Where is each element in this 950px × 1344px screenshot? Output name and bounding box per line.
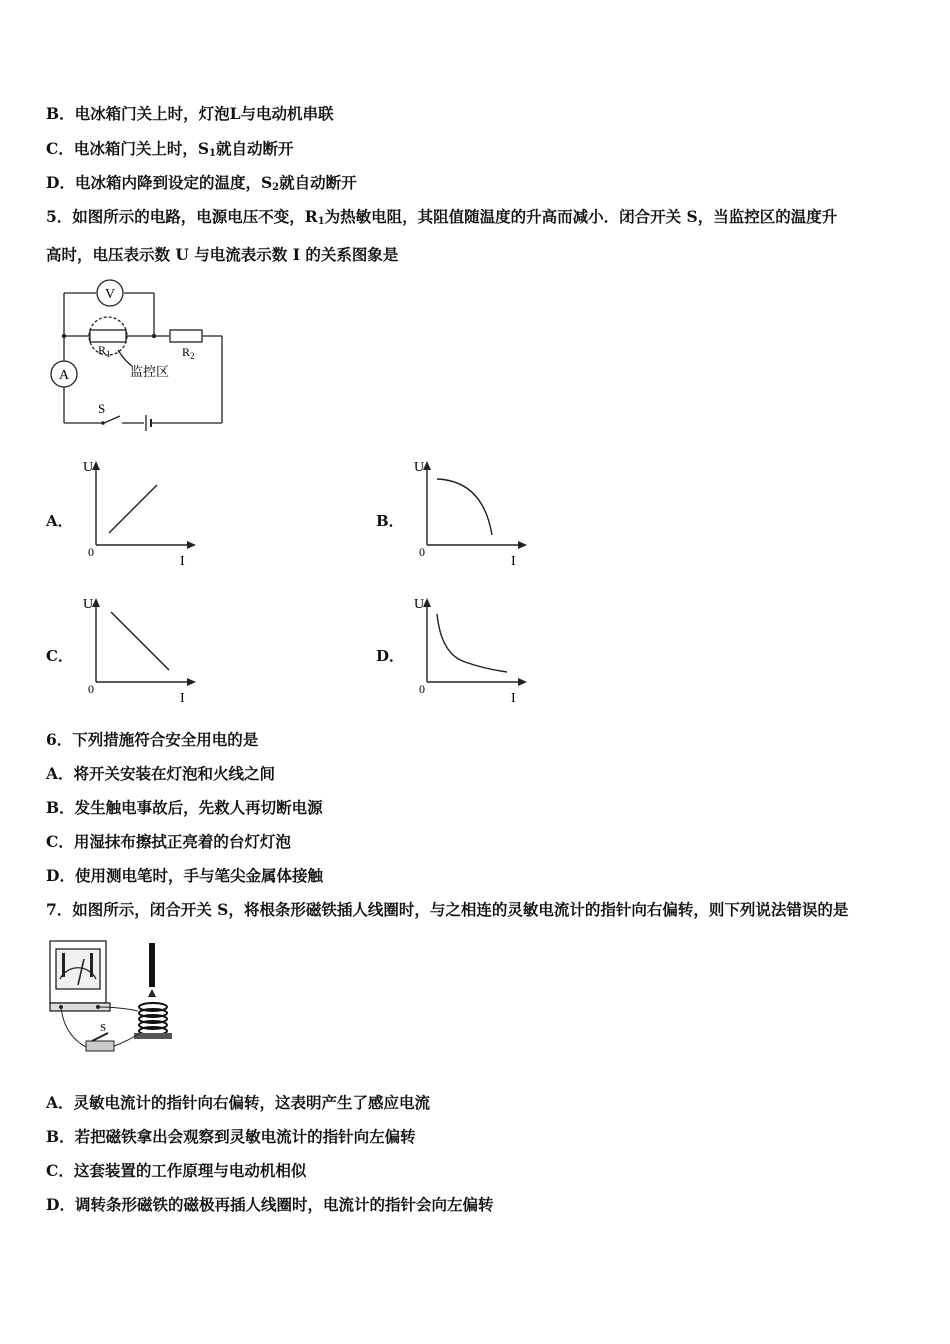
q6-option-b: B．发生触电事故后，先救人再切断电源: [46, 798, 323, 817]
graph-c-line: [111, 612, 169, 670]
q5-option-c-label: C．: [46, 647, 73, 665]
q5-option-b-label: B．: [376, 512, 404, 530]
knife-switch: [86, 1041, 114, 1051]
monitor-zone-label: 监控区: [130, 364, 170, 379]
graph-a-origin: 0: [88, 545, 94, 559]
q7-stem: 7．如图所示，闭合开关 S，将根条形磁铁插人线圈时，与之相连的灵敏电流计的指针向右偏转，则下列说法错误的是: [46, 900, 849, 919]
graph-b-origin: 0: [419, 545, 425, 559]
graph-c-x-label: I: [180, 691, 185, 706]
q6-option-c: C．用湿抹布擦拭正亮着的台灯灯泡: [46, 832, 291, 851]
graph-b-curve: [437, 479, 492, 535]
q7-switch-label: S: [100, 1022, 107, 1034]
q6-stem: 6．下列措施符合安全用电的是: [46, 730, 259, 749]
q5-stem-line2: 高时，电压表示数 U 与电流表示数 I 的关系图象是: [46, 245, 399, 264]
q4-option-d: D．电冰箱内降到设定的温度，$S_2$就自动断开: [46, 173, 357, 193]
graph-b-y-label: U: [414, 460, 425, 475]
switch-label: S: [98, 401, 106, 416]
graph-b-x-label: I: [511, 554, 516, 569]
voltmeter-label: V: [104, 287, 116, 302]
q5-graph-c: [78, 592, 198, 707]
graph-a-y-label: U: [83, 460, 94, 475]
graph-a-x-label: I: [180, 554, 185, 569]
q5-graph-a: [78, 455, 198, 570]
graph-c-origin: 0: [88, 682, 94, 696]
q5-option-a-label: A．: [46, 512, 73, 530]
r2-resistor: [170, 330, 202, 342]
r2-label: $R_2$: [182, 345, 195, 361]
q7-option-a: A．灵敏电流计的指针向右偏转，这表明产生了感应电流: [46, 1093, 431, 1112]
graph-d-origin: 0: [419, 682, 425, 696]
graph-c-y-label: U: [83, 597, 94, 612]
q5-circuit-diagram: [46, 278, 236, 430]
graph-d-curve: [437, 614, 507, 672]
q5-graph-b: [409, 455, 529, 570]
ammeter-label: A: [58, 368, 70, 383]
graph-a-line: [109, 485, 157, 533]
r1-label: $R_1$: [98, 343, 111, 359]
q7-option-c: C．这套装置的工作原理与电动机相似: [46, 1161, 307, 1180]
q5-stem-line1: 5．如图所示的电路，电源电压不变，$R_1$为热敏电阻，其阻值随温度的升高而减小．闭合开关 S，当监控区的温度升: [46, 207, 838, 227]
q6-option-a: A．将开关安装在灯泡和火线之间: [46, 764, 276, 783]
q7-option-b: B．若把磁铁拿出会观察到灵敏电流计的指针向左偏转: [46, 1127, 416, 1146]
q5-graph-d: [409, 592, 529, 707]
q6-option-d: D．使用测电笔时，手与笔尖金属体接触: [46, 866, 323, 885]
q7-galvanometer-figure: [46, 935, 188, 1057]
q4-option-c: C．电冰箱门关上时，$S_1$就自动断开: [46, 139, 294, 159]
graph-d-x-label: I: [511, 691, 516, 706]
q7-option-d: D．调转条形磁铁的磁极再插人线圈时，电流计的指针会向左偏转: [46, 1195, 494, 1214]
q4-option-b: B．电冰箱门关上时，灯泡L与电动机串联: [46, 104, 334, 123]
coil: [139, 1003, 167, 1035]
q5-option-d-label: D．: [376, 647, 405, 665]
bar-magnet: [149, 943, 155, 987]
graph-d-y-label: U: [414, 597, 425, 612]
r1-resistor: [90, 330, 126, 342]
